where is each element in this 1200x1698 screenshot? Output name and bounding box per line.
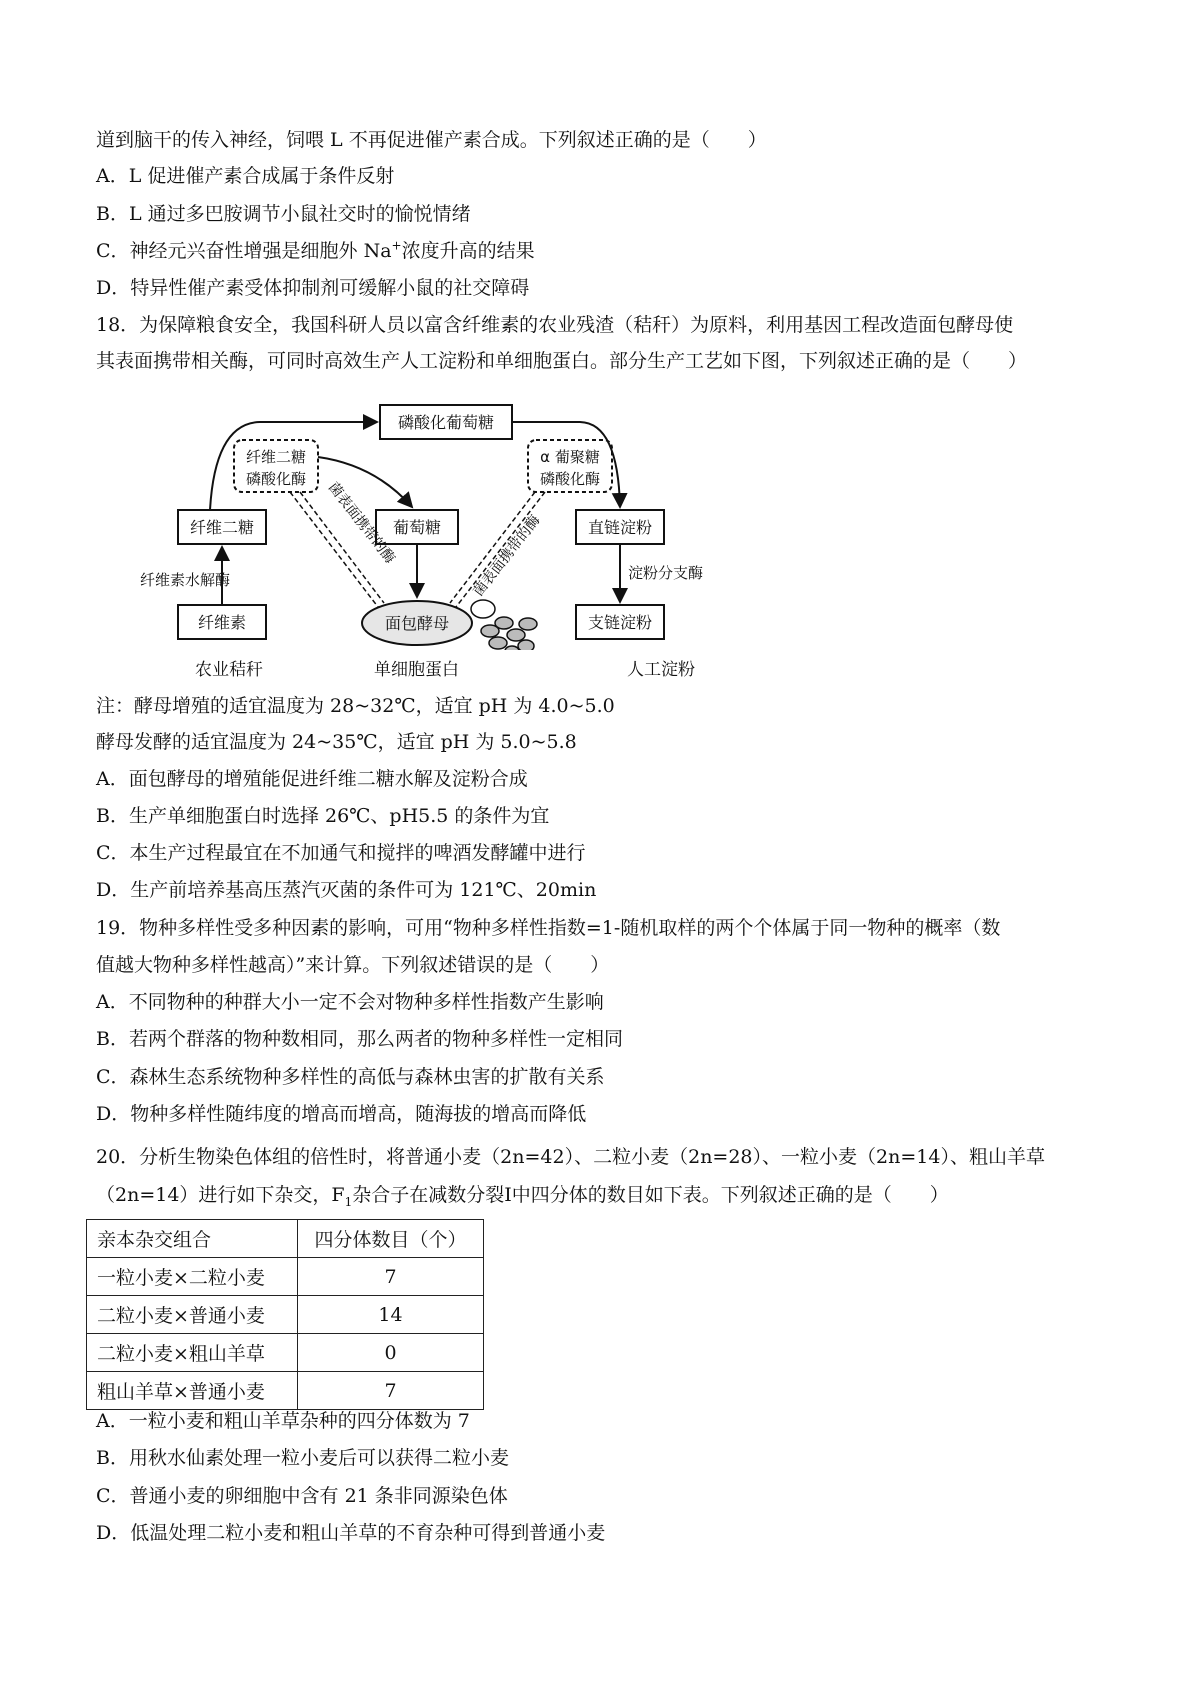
surface-enzyme-left-label: 菌表面携带的酶 <box>324 479 398 567</box>
cellulase-label: 纤维素水解酶 <box>140 571 231 589</box>
f1-subscript: 1 <box>344 1194 353 1209</box>
yeast-bud <box>471 600 495 618</box>
cellobiose-phosphorylase-label-2: 磷酸化酶 <box>245 470 307 488</box>
table-row <box>87 1334 484 1372</box>
table-header-cross: 亲本杂交组合 <box>87 1220 298 1258</box>
q19-stem-2: 值越大物种多样性越高）”来计算。下列叙述错误的是（ ） <box>96 954 610 976</box>
table-row <box>87 1372 484 1410</box>
table-cell-tetrads: 14 <box>298 1296 484 1334</box>
sodium-superscript: + <box>391 238 402 253</box>
cellobiose-label: 纤维二糖 <box>189 518 255 537</box>
cellulose-label: 纤维素 <box>197 613 247 632</box>
q17-stem-tail: 道到脑干的传入神经，饲喂 L 不再促进催产素合成。下列叙述正确的是（ ） <box>96 129 767 151</box>
surface-enzyme-right-label: 菌表面携带的酶 <box>470 512 544 600</box>
amylopectin-label: 支链淀粉 <box>587 613 653 632</box>
caption-artificial-starch: 人工淀粉 <box>627 660 695 680</box>
q19-option-d: D．物种多样性随纬度的增高而增高，随海拔的增高而降低 <box>96 1103 587 1125</box>
q18-option-c: C．本生产过程最宜在不加通气和搅拌的啤酒发酵罐中进行 <box>96 842 586 864</box>
q19-stem-1: 19．物种多样性受多种因素的影响，可用“物种多样性指数=1-随机取样的两个个体属于同一物种的概率（数 <box>96 917 1001 939</box>
q18-option-d: D．生产前培养基高压蒸汽灭菌的条件可为 121℃、20min <box>96 879 597 901</box>
caption-scp: 单细胞蛋白 <box>374 660 459 680</box>
q20-option-d: D．低温处理二粒小麦和粗山羊草的不育杂种可得到普通小麦 <box>96 1522 606 1544</box>
arrow-to-glucose <box>318 457 412 507</box>
table-cell-cross: 二粒小麦×普通小麦 <box>87 1296 298 1334</box>
q18-stem-2: 其表面携带相关酶，可同时高效生产人工淀粉和单细胞蛋白。部分生产工艺如下图，下列叙述正确的是（ ） <box>96 350 1028 372</box>
table-cell-cross: 二粒小麦×粗山羊草 <box>87 1334 298 1372</box>
q20-option-b: B．用秋水仙素处理一粒小麦后可以获得二粒小麦 <box>96 1447 509 1469</box>
q17-option-c <box>96 236 535 263</box>
note-line-2: 酵母发酵的适宜温度为 24~35℃，适宜 pH 为 5.0~5.8 <box>96 731 577 753</box>
note-line-1: 注：酵母增殖的适宜温度为 28~32℃，适宜 pH 为 4.0~5.0 <box>96 695 615 717</box>
q18-stem-1: 18．为保障粮食安全，我国科研人员以富含纤维素的农业残渣（秸秆）为原料，利用基因工程改造面包酵母使 <box>96 314 1014 336</box>
table-cell-tetrads: 0 <box>298 1334 484 1372</box>
q17-option-b: B．L 通过多巴胺调节小鼠社交时的愉悦情绪 <box>96 203 471 225</box>
table-cell-tetrads: 7 <box>298 1372 484 1410</box>
bakers-yeast-label: 面包酵母 <box>384 614 450 633</box>
cellobiose-phosphorylase-label-1: 纤维二糖 <box>245 448 307 466</box>
phospho-glucose-label: 磷酸化葡萄糖 <box>397 413 495 432</box>
yeast-cluster <box>481 617 537 650</box>
table-header-tetrads: 四分体数目（个） <box>298 1220 484 1258</box>
q20-stem-2 <box>96 1180 949 1209</box>
caption-straw: 农业秸秆 <box>195 660 263 680</box>
table-row <box>87 1296 484 1334</box>
amylose-label: 直链淀粉 <box>587 518 653 537</box>
glucose-label: 葡萄糖 <box>392 518 442 537</box>
q18-option-a: A．面包酵母的增殖能促进纤维二糖水解及淀粉合成 <box>96 768 528 790</box>
q17-option-c-pre: C．神经元兴奋性增强是细胞外 Na <box>96 240 392 262</box>
alpha-glucan-phosphorylase-label-1: α 葡聚糖 <box>540 448 600 466</box>
branching-enzyme-label: 淀粉分支酶 <box>628 564 704 582</box>
q19-option-c: C．森林生态系统物种多样性的高低与森林虫害的扩散有关系 <box>96 1066 605 1088</box>
q18-option-b: B．生产单细胞蛋白时选择 26℃、pH5.5 的条件为宜 <box>96 805 550 827</box>
table-row <box>87 1258 484 1296</box>
q20-option-a: A．一粒小麦和粗山羊草杂种的四分体数为 7 <box>96 1410 470 1432</box>
q20-stem-2-post: 杂合子在减数分裂Ⅰ中四分体的数目如下表。下列叙述正确的是（ ） <box>352 1184 949 1206</box>
q20-stem-1: 20．分析生物染色体组的倍性时，将普通小麦（2n=42）、二粒小麦（2n=28）、一粒小麦（2n=14）、粗山羊草 <box>96 1146 1045 1168</box>
table-header-row <box>87 1220 484 1258</box>
q20-stem-2-pre: （2n=14）进行如下杂交，F <box>96 1184 345 1206</box>
production-process-diagram <box>140 395 760 650</box>
q17-option-c-post: 浓度升高的结果 <box>401 240 535 262</box>
table-cell-tetrads: 7 <box>298 1258 484 1296</box>
tether-left <box>290 492 378 607</box>
alpha-glucan-phosphorylase-label-2: 磷酸化酶 <box>539 470 601 488</box>
q17-option-d: D．特异性催产素受体抑制剂可缓解小鼠的社交障碍 <box>96 277 530 299</box>
table-cell-cross: 粗山羊草×普通小麦 <box>87 1372 298 1410</box>
table-cell-cross: 一粒小麦×二粒小麦 <box>87 1258 298 1296</box>
q19-option-a: A．不同物种的种群大小一定不会对物种多样性指数产生影响 <box>96 991 604 1013</box>
q19-option-b: B．若两个群落的物种数相同，那么两者的物种多样性一定相同 <box>96 1028 623 1050</box>
q20-option-c: C．普通小麦的卵细胞中含有 21 条非同源染色体 <box>96 1485 508 1507</box>
cross-tetrad-table <box>86 1219 484 1410</box>
q17-option-a: A．L 促进催产素合成属于条件反射 <box>96 165 395 187</box>
